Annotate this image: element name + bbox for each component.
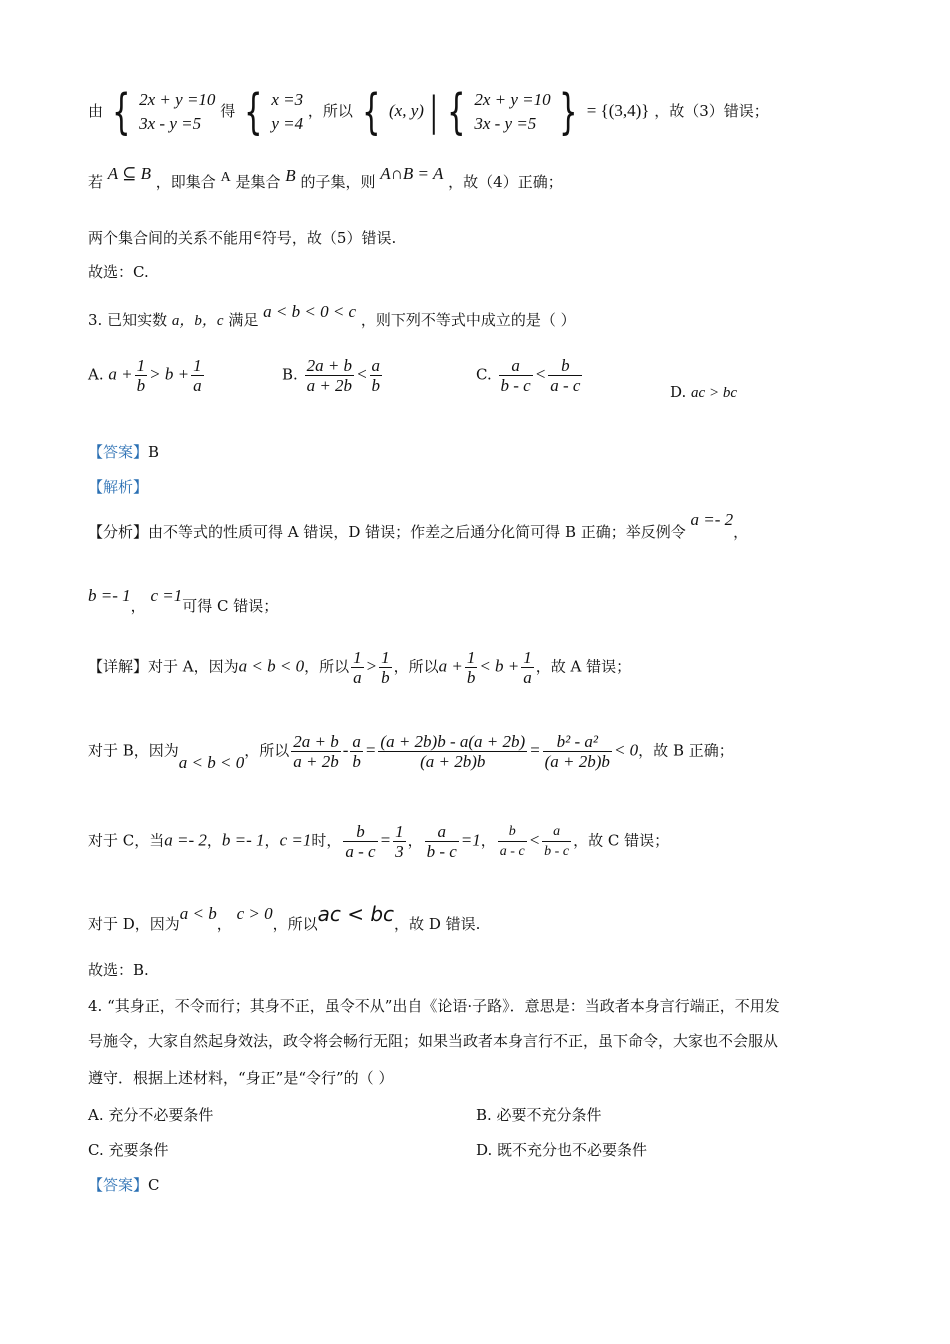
q4-option-A: A. 充分不必要条件	[88, 1106, 214, 1124]
fraction	[351, 648, 364, 687]
numerator: 1	[353, 648, 362, 667]
text-t3: 的子集，则	[300, 173, 376, 191]
fraction	[343, 822, 377, 861]
text: ，故 C 错误；	[573, 831, 670, 850]
math-part: ac > bc	[691, 385, 737, 401]
math-part: a < b < 0	[178, 752, 245, 772]
q3-end: 故选：B.	[88, 961, 149, 979]
denominator: b - c	[544, 844, 570, 859]
stem-text: 满足	[228, 311, 259, 329]
fenxi-text: 由不等式的性质可得 A 错误，D 错误；作差之后通分化简可得 B 正确；举反例令	[148, 523, 686, 541]
denominator: (a + 2b)b	[544, 752, 610, 771]
denominator: b	[136, 376, 146, 395]
math-part: =1	[460, 830, 481, 850]
comma: ，	[206, 831, 222, 850]
fraction	[543, 732, 612, 771]
question-3-stem	[88, 302, 576, 331]
comma: ，	[480, 831, 496, 850]
math-A: A	[220, 170, 231, 185]
numerator: a	[352, 732, 361, 751]
fraction	[350, 732, 363, 771]
text-conclusion-3: ，故（3）错误；	[654, 102, 769, 120]
math-part: > b +	[149, 364, 190, 384]
fraction	[135, 356, 148, 395]
option-A	[88, 356, 206, 395]
math-part: <	[528, 830, 541, 850]
math-part: < b +	[479, 656, 520, 676]
fraction	[393, 822, 406, 861]
fraction	[378, 732, 527, 771]
xiangjie-tag: 【详解】	[88, 657, 149, 676]
eq-1a: 2x + y =10	[139, 90, 216, 109]
text: ，所以	[244, 741, 290, 760]
answer-choice-line: 故选：C.	[88, 263, 149, 281]
equation-system-2	[271, 88, 303, 136]
fraction	[191, 356, 204, 395]
numerator: 1	[523, 648, 532, 667]
text-suoyi: ，所以	[307, 102, 353, 120]
text-t2: 是集合	[235, 173, 281, 191]
answer-tag: 【答案】	[88, 1176, 149, 1194]
fraction	[379, 648, 392, 687]
fraction	[542, 822, 571, 861]
eq-2a: x =3	[271, 90, 304, 109]
denominator: (a + 2b)b	[420, 752, 486, 771]
counterexample-a: a =- 2	[690, 510, 734, 529]
math-part: =	[379, 830, 392, 850]
math-part: =	[364, 740, 377, 760]
denominator: 3	[395, 842, 404, 861]
counterexample-b: b =- 1	[88, 586, 131, 605]
fraction	[465, 648, 478, 687]
math-intersection: A∩B = A	[380, 164, 444, 183]
comma: ，	[407, 831, 423, 850]
denominator: b	[466, 668, 476, 687]
numerator: b	[548, 356, 582, 376]
detail-C-line	[88, 822, 669, 861]
numerator: b	[343, 822, 377, 842]
text-de: 得	[220, 102, 236, 120]
math-part: a < b < 0	[238, 656, 305, 676]
question-4-line-1: 4. “其身正，不令而行；其身不正，虽令不从”出自《论语·子路》．意思是：当政者本身言行端正，不用发	[88, 997, 780, 1015]
numerator: 1	[395, 822, 404, 841]
math-part: a +	[438, 656, 463, 676]
denominator: a	[353, 668, 362, 687]
solution-set: = {(3,4)}	[586, 101, 650, 120]
numerator: 2a + b	[293, 732, 339, 751]
fenxi-text: 可得 C 错误；	[182, 597, 279, 615]
eq-2b: y =4	[271, 114, 304, 133]
fraction	[548, 356, 582, 395]
text: ，所以	[393, 657, 439, 676]
stem-condition: a < b < 0 < c	[263, 302, 357, 321]
text-you: 由	[88, 102, 104, 120]
math-part: -	[342, 740, 349, 760]
math-part: a +	[108, 364, 133, 384]
left-brace: {	[111, 84, 131, 140]
q4-answer-line	[88, 1175, 160, 1195]
math-part: ac < bc	[317, 902, 395, 926]
q3-fenxi-line	[88, 510, 749, 542]
option-D	[670, 382, 737, 403]
denominator: b - c	[500, 376, 531, 395]
text: ，所以	[304, 657, 350, 676]
answer-value: C	[148, 1176, 160, 1194]
element-symbol-line	[88, 228, 396, 249]
math-part: a =- 2	[164, 830, 207, 850]
text: ，故 D 错误.	[394, 915, 481, 933]
denominator: a	[523, 668, 532, 687]
text: 对于 C，当	[88, 831, 165, 850]
numerator: a	[499, 356, 533, 376]
denominator: b	[371, 376, 381, 395]
comma: ，	[130, 597, 146, 615]
math-B: B	[285, 166, 296, 185]
equation-system-1	[139, 88, 215, 136]
math-part: c =1	[279, 830, 312, 850]
math-part: <	[356, 364, 368, 384]
stem-vars: a，b，c	[171, 313, 224, 329]
text-t1: ，即集合	[155, 173, 216, 191]
left-brace: {	[361, 84, 381, 140]
denominator: a	[193, 376, 202, 395]
analysis-tag: 【解析】	[88, 478, 149, 496]
math-part: =	[529, 740, 541, 760]
numerator: 1	[193, 356, 202, 375]
option-C	[476, 356, 584, 395]
denominator: b	[352, 752, 361, 771]
fraction	[521, 648, 534, 687]
eq-1b: 3x - y =5	[139, 114, 202, 133]
q4-option-D: D. 既不充分也不必要条件	[476, 1141, 648, 1159]
numerator: a	[425, 822, 459, 842]
detail-D-line	[88, 902, 481, 934]
math-in-symbol: ∈	[253, 228, 262, 242]
text-t1: 两个集合间的关系不能用	[88, 229, 254, 247]
denominator: a + 2b	[293, 752, 339, 771]
system-solution-line	[88, 84, 769, 140]
q4-option-C: C. 充要条件	[88, 1141, 169, 1159]
question-4-line-2: 号施令，大家自然起身效法，政令将会畅行无阻；如果当政者本身言行不正，虽下命令，大家也不会服从	[88, 1032, 779, 1050]
comma: ，	[264, 831, 280, 850]
comma: ，	[733, 523, 749, 541]
text: ，故 B 正确；	[638, 741, 734, 760]
denominator: a - c	[499, 844, 525, 859]
numerator: 1	[381, 648, 390, 667]
math-part: c > 0	[236, 904, 273, 923]
equation-system-3	[474, 88, 550, 136]
text-ruo: 若	[88, 173, 104, 191]
left-brace: {	[244, 84, 263, 140]
fenxi-tag: 【分析】	[88, 523, 149, 541]
text: 对于 D，因为	[88, 915, 180, 933]
fraction	[425, 822, 459, 861]
numerator: 1	[136, 356, 146, 375]
detail-A-line	[88, 648, 631, 687]
numerator: b	[498, 822, 527, 842]
option-label: B.	[282, 365, 298, 384]
fraction	[291, 732, 340, 771]
text-conclusion-4: ，故（4）正确；	[448, 173, 563, 191]
denominator: a - c	[550, 376, 581, 395]
ordered-pair: (x, y)	[389, 101, 424, 120]
stem-text: ，则下列不等式中成立的是（ ）	[360, 311, 576, 329]
text: ，所以	[272, 915, 318, 933]
text: 对于 A，因为	[148, 657, 239, 676]
right-brace: }	[559, 84, 578, 140]
denominator: b	[381, 668, 390, 687]
fraction	[305, 356, 354, 395]
denominator: b - c	[426, 842, 457, 861]
option-label: C.	[476, 365, 492, 384]
fraction	[498, 822, 527, 861]
numerator: a	[542, 822, 571, 842]
math-part: < 0	[613, 740, 639, 760]
text: 时，	[311, 831, 342, 850]
numerator: a	[371, 356, 381, 375]
comma: ，	[216, 915, 232, 933]
counterexample-c: c =1	[150, 586, 183, 605]
text: ，故 A 错误；	[535, 657, 632, 676]
q3-fenxi-line-2	[88, 586, 279, 616]
q4-option-B: B. 必要不充分条件	[476, 1106, 602, 1124]
numerator: b² - a²	[543, 732, 612, 752]
question-4-line-3: 遵守．根据上述材料，“身正”是“令行”的（ ）	[88, 1069, 394, 1087]
numerator: 2a + b	[306, 356, 353, 375]
math-part: >	[365, 656, 378, 676]
q3-analysis-header	[88, 477, 148, 497]
answer-tag: 【答案】	[88, 443, 149, 461]
denominator: a - c	[345, 842, 376, 861]
numerator: 1	[466, 648, 476, 667]
vertical-bar: |	[429, 89, 438, 135]
math-part: <	[534, 364, 547, 384]
left-brace: {	[447, 84, 466, 140]
eq-3b: 3x - y =5	[474, 114, 537, 133]
detail-B-line	[88, 732, 734, 771]
math-subset: A ⊆ B	[107, 164, 152, 183]
option-label: A.	[88, 365, 104, 384]
stem-text: 3. 已知实数	[88, 311, 168, 329]
q3-answer-line	[88, 442, 159, 462]
subset-line	[88, 164, 563, 194]
option-B	[282, 356, 384, 395]
numerator: (a + 2b)b - a(a + 2b)	[380, 732, 526, 751]
option-label: D.	[670, 383, 687, 401]
denominator: a + 2b	[306, 376, 353, 395]
answer-value: B	[148, 443, 160, 461]
math-part: b =- 1	[221, 830, 265, 850]
text-conclusion-5: 符号，故（5）错误.	[261, 229, 397, 247]
math-part: a < b	[179, 904, 217, 923]
eq-3a: 2x + y =10	[474, 90, 551, 109]
text: 对于 B，因为	[88, 741, 179, 760]
fraction	[370, 356, 383, 395]
fraction	[499, 356, 533, 395]
